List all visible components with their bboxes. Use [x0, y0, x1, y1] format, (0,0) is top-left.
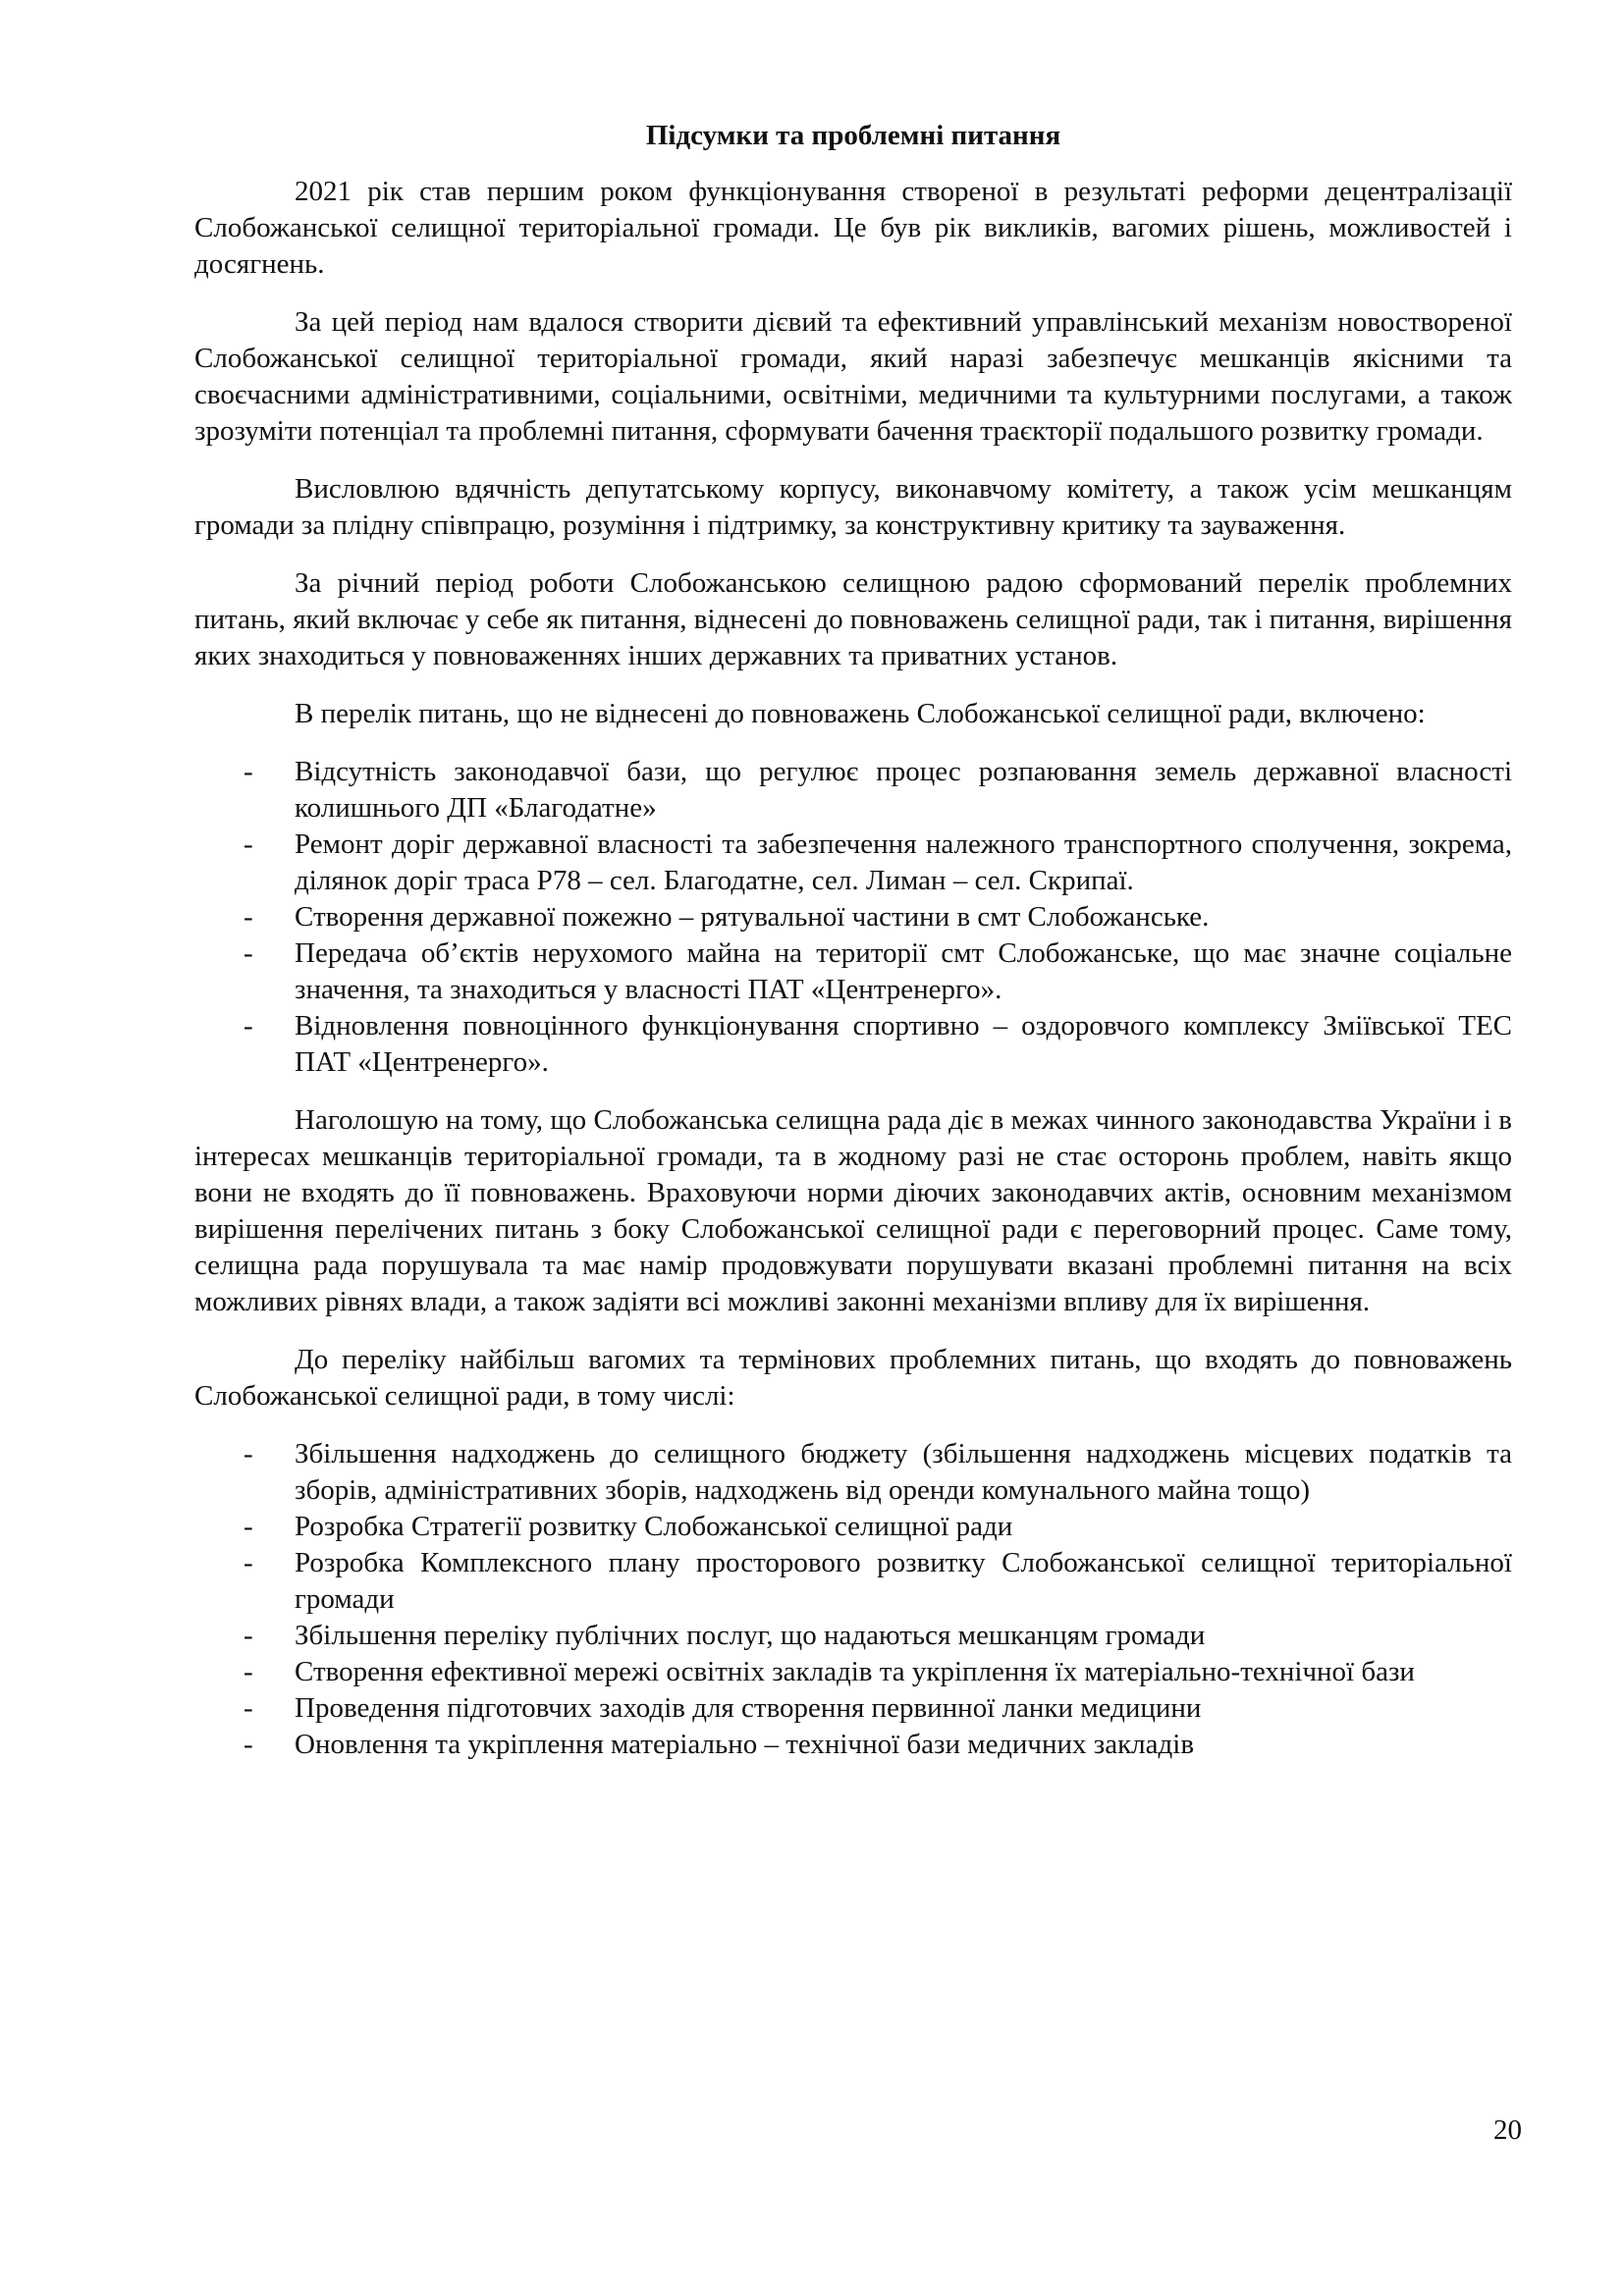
list-item: [194, 1509, 1512, 1545]
list-item-text: Розробка Стратегії розвитку Слобожанської селищної ради: [295, 1511, 1013, 1542]
paragraph: За річний період роботи Слобожанською селищною радою сформований перелік проблемних питань, який включає у себе як питання, віднесені до повноважень селищної ради, так і питання, вирішення яких знаходиться у повноваженнях інших державних та приватних установ.: [194, 567, 1512, 671]
list-item: [194, 1436, 1512, 1509]
external-issues-list: [194, 754, 1512, 1081]
list-item: [194, 1618, 1512, 1654]
document-body: [194, 118, 1512, 1785]
list-item-text: Передача об’єктів нерухомого майна на території смт Слобожанське, що має значне соціальне значення, та знаходиться у власності ПАТ «Центренерго».: [295, 937, 1512, 1005]
list-item-text: Збільшення надходжень до селищного бюджету (збільшення надходжень місцевих податків та зборів, адміністративних зборів, надходжень від оренди комунального майна тощо): [295, 1438, 1512, 1506]
page-number: 20: [1493, 2114, 1522, 2146]
section-title: Підсумки та проблемні питання: [645, 120, 1061, 151]
list-item-text: Розробка Комплексного плану просторового розвитку Слобожанської селищної територіальної громади: [295, 1547, 1512, 1615]
dash-bullet: -: [244, 756, 253, 787]
list-item-text: Створення державної пожежно – рятувальної частини в смт Слобожанське.: [295, 901, 1210, 933]
list-item-text: Оновлення та укріплення матеріально – технічної бази медичних закладів: [295, 1729, 1195, 1760]
list-item: [194, 1727, 1512, 1763]
dash-bullet: -: [244, 1010, 253, 1041]
dash-bullet: -: [244, 1511, 253, 1542]
list-item: [194, 935, 1512, 1008]
list-item-text: Відновлення повноцінного функціонування спортивно – оздоровчого комплексу Зміївської ТЕС ПАТ «Центренерго».: [295, 1010, 1512, 1078]
list-item: [194, 1654, 1512, 1690]
list-item: [194, 754, 1512, 827]
dash-bullet: -: [244, 901, 253, 933]
dash-bullet: -: [244, 1438, 253, 1469]
paragraph: Висловлюю вдячність депутатському корпусу, виконавчому комітету, а також усім мешканцям громади за плідну співпрацю, розуміння і підтримку, за конструктивну критику та зауваження.: [194, 473, 1512, 541]
list-item: [194, 899, 1512, 935]
paragraph: За цей період нам вдалося створити дієвий та ефективний управлінський механізм новоствореної Слобожанської селищної територіальної громади, який наразі забезпечує мешканців якісними та своєчасними адміністративними, соціальними, освітніми, медичними та культурними послугами, а також зрозуміти потенціал та проблемні питання, сформувати бачення траєкторії подальшого розвитку громади.: [194, 306, 1512, 447]
list-item: [194, 1008, 1512, 1081]
dash-bullet: -: [244, 828, 253, 860]
list-item-text: Створення ефективної мережі освітніх закладів та укріплення їх матеріально-технічної бази: [295, 1656, 1415, 1687]
dash-bullet: -: [244, 937, 253, 969]
dash-bullet: -: [244, 1547, 253, 1578]
dash-bullet: -: [244, 1620, 253, 1651]
dash-bullet: -: [244, 1692, 253, 1724]
paragraph: 2021 рік став першим роком функціонування створеної в результаті реформи децентралізації Слобожанської селищної територіальної громади. Це був рік викликів, вагомих рішень, можливостей і досягнень.: [194, 176, 1512, 280]
council-issues-list: [194, 1436, 1512, 1763]
dash-bullet: -: [244, 1656, 253, 1687]
list-item-text: Проведення підготовчих заходів для створення первинної ланки медицини: [295, 1692, 1202, 1724]
list-item: [194, 1690, 1512, 1727]
paragraph: В перелік питань, що не віднесені до повноважень Слобожанської селищної ради, включено:: [295, 698, 1426, 729]
paragraph: Наголошую на тому, що Слобожанська селищна рада діє в межах чинного законодавства України і в інтересах мешканців територіальної громади, та в жодному разі не стає осторонь проблем, навіть якщо вони не входять до її повноважень. Враховуючи норми діючих законодавчих актів, основним механізмом вирішення перелічених питань з боку Слобожанської селищної ради є переговорний процес. Саме тому, селищна рада порушувала та має намір продовжувати порушувати вказані проблемні питання на всіх можливих рівнях влади, а також задіяти всі можливі законні механізми впливу для їх вирішення.: [194, 1104, 1512, 1317]
list-item-text: Відсутність законодавчої бази, що регулює процес розпаювання земель державної власності колишнього ДП «Благодатне»: [295, 756, 1512, 824]
list-item-text: Збільшення переліку публічних послуг, що надаються мешканцям громади: [295, 1620, 1206, 1651]
paragraph: До переліку найбільш вагомих та термінових проблемних питань, що входять до повноважень Слобожанської селищної ради, в тому числі:: [194, 1344, 1512, 1412]
list-item: [194, 1545, 1512, 1618]
list-item-text: Ремонт доріг державної власності та забезпечення належного транспортного сполучення, зокрема, ділянок доріг траса Р78 – сел. Благодатне, сел. Лиман – сел. Скрипаї.: [295, 828, 1512, 896]
dash-bullet: -: [244, 1729, 253, 1760]
list-item: [194, 827, 1512, 899]
